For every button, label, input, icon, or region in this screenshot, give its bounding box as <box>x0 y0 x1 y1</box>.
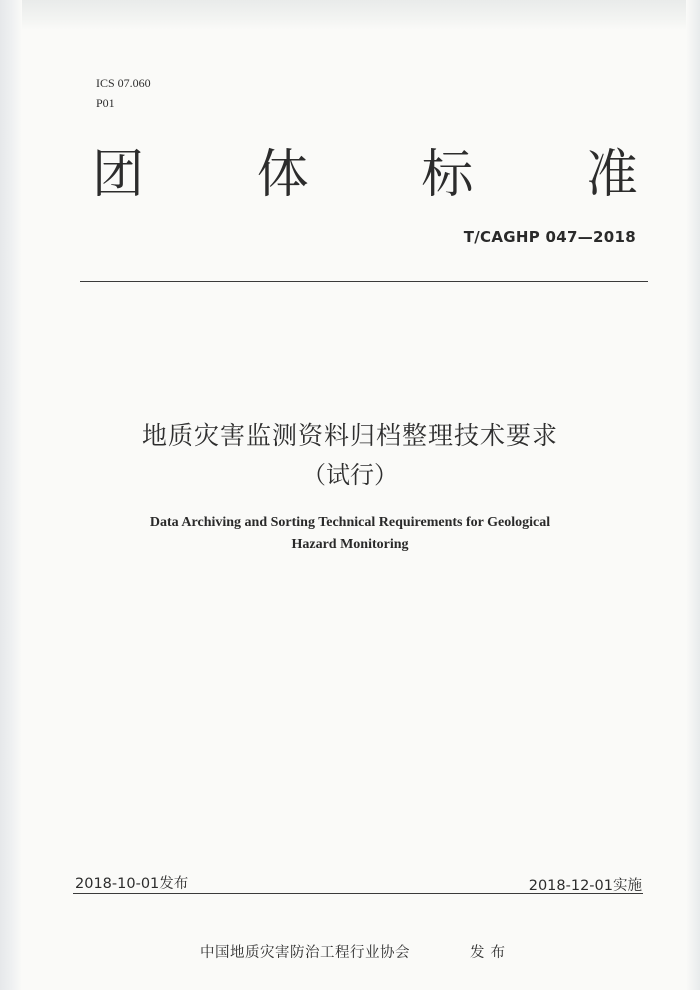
title-chinese: 地质灾害监测资料归档整理技术要求 <box>141 421 558 450</box>
standard-type-heading <box>92 140 638 210</box>
scan-edge-right <box>686 0 700 990</box>
footer-divider <box>73 893 643 894</box>
title-english-line-2: Hazard Monitoring <box>291 537 409 552</box>
title-chinese-note: （试行） <box>302 461 398 489</box>
ics-code: ICS 07.060 <box>96 76 151 90</box>
standard-number: T/CAGHP 047—2018 <box>463 228 636 246</box>
standard-type-char-1: 团 <box>92 145 145 205</box>
standard-type-char-4: 准 <box>585 145 638 205</box>
scan-edge-top <box>0 0 700 30</box>
classification-codes <box>96 73 151 113</box>
title-english <box>0 512 700 556</box>
effective-date: 2018-12-01实施 <box>528 878 642 894</box>
header-divider <box>80 281 648 282</box>
issue-date: 2018-10-01发布 <box>75 876 189 892</box>
publisher-verb: 发布 <box>470 945 511 961</box>
publisher-name: 中国地质灾害防治工程行业协会 <box>200 945 410 961</box>
scan-edge-left <box>0 0 22 990</box>
standard-type-char-3: 标 <box>421 145 474 205</box>
standard-type-char-2: 体 <box>256 145 309 205</box>
category-code: P01 <box>96 96 115 110</box>
title-english-line-1: Data Archiving and Sorting Technical Requirements for Geological <box>149 515 551 530</box>
